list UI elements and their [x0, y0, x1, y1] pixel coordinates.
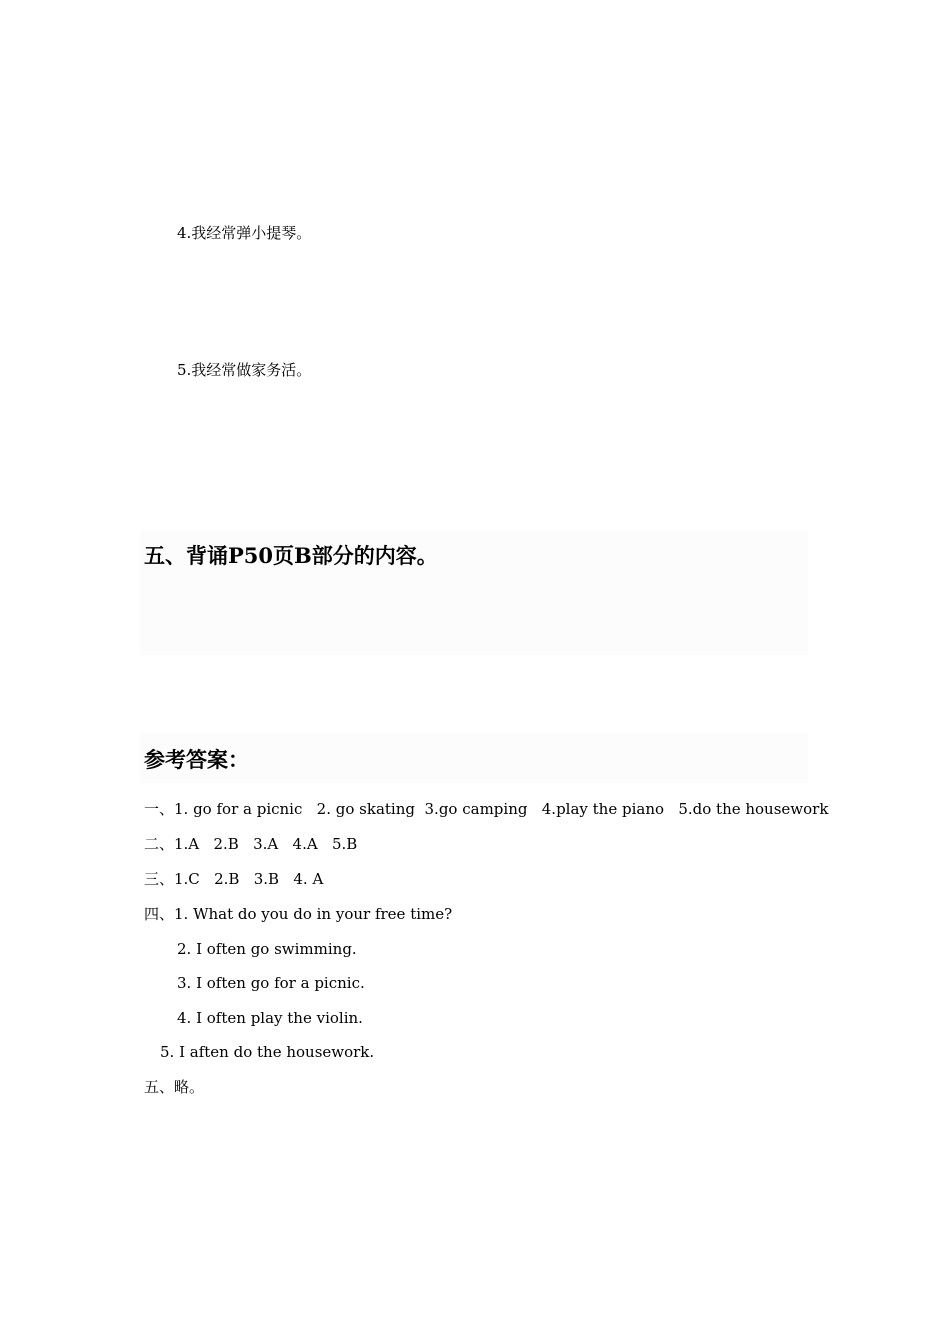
answer-line-part-four-1: 四、1. What do you do in your free time?: [144, 905, 453, 923]
answer-line-part-four-4: 4. I often play the violin.: [177, 1009, 363, 1027]
answer-line-part-four-5: 5. I aften do the housework.: [160, 1043, 375, 1061]
answer-line-part-one: 一、1. go for a picnic 2. go skating 3.go camping 4.play the piano 5.do the housework: [144, 800, 829, 818]
answer-key-heading: 参考答案：: [144, 747, 249, 772]
answer-line-part-five: 五、略。: [144, 1078, 205, 1096]
section-five-heading: 五、背诵P50页B部分的内容。: [144, 543, 438, 568]
answer-line-part-four-3: 3. I often go for a picnic.: [177, 974, 365, 992]
answer-line-part-four-2: 2. I often go swimming.: [177, 940, 357, 958]
answer-line-part-three: 三、1.C 2.B 3.B 4. A: [144, 870, 324, 888]
translation-item-5: 5.我经常做家务活。: [177, 361, 312, 379]
answer-line-part-two: 二、1.A 2.B 3.A 4.A 5.B: [144, 835, 358, 853]
translation-item-4: 4.我经常弹小提琴。: [177, 224, 312, 242]
